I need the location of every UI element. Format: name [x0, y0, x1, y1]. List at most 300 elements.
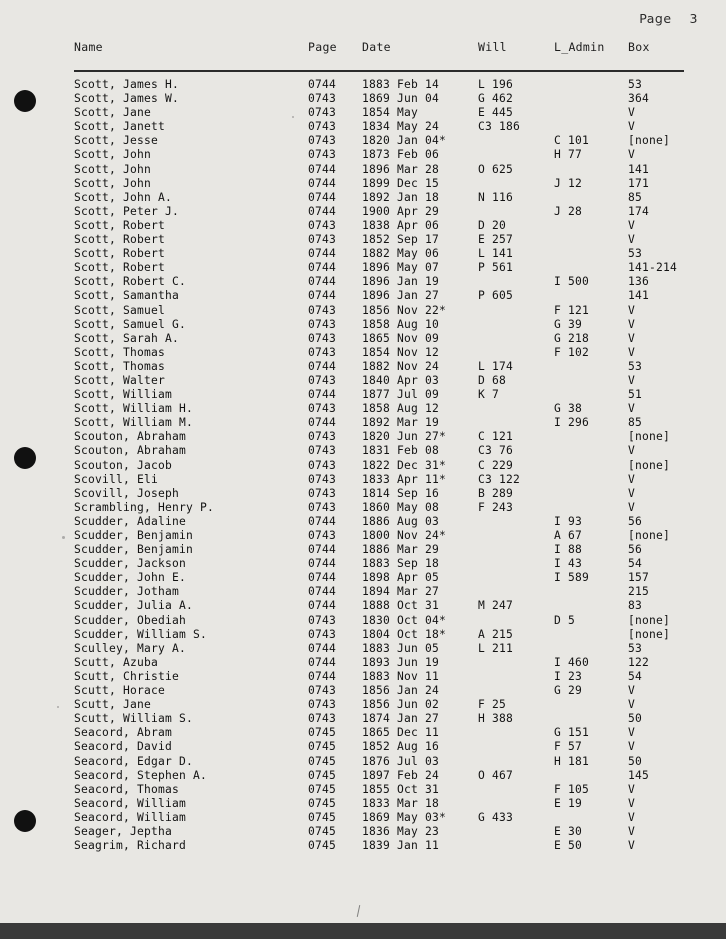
cell-page: 0745 — [308, 839, 337, 853]
cell-box: 171 — [628, 176, 650, 190]
cell-name: Scott, Robert — [74, 261, 166, 275]
table-row — [74, 684, 684, 698]
cell-name: Scott, Robert C. — [74, 275, 187, 289]
cell-box: V — [628, 106, 636, 120]
cell-will: L 141 — [478, 247, 514, 261]
cell-l-admin: I 296 — [554, 416, 590, 430]
table-row — [74, 614, 684, 628]
cell-name: Scott, Thomas — [74, 359, 166, 373]
cell-l-admin: J 12 — [554, 176, 583, 190]
cell-date: 1834 May 24 — [362, 120, 440, 134]
cell-date: 1822 Dec 31* — [362, 458, 447, 472]
cell-box: V — [628, 824, 636, 838]
cell-l-admin: I 43 — [554, 557, 583, 571]
cell-will: K 7 — [478, 388, 500, 402]
cell-page: 0743 — [308, 148, 337, 162]
cell-page: 0743 — [308, 698, 337, 712]
cell-page: 0744 — [308, 204, 337, 218]
cell-box: V — [628, 120, 636, 134]
cell-name: Scott, Samuel G. — [74, 317, 187, 331]
cell-name: Scovill, Eli — [74, 472, 159, 486]
cell-date: 1892 Mar 19 — [362, 416, 440, 430]
table-row — [74, 501, 684, 515]
table-row — [74, 783, 684, 797]
cell-name: Scutt, Jane — [74, 698, 152, 712]
cell-date: 1856 Jan 24 — [362, 684, 440, 698]
cell-date: 1896 Jan 19 — [362, 275, 440, 289]
cell-box: 122 — [628, 655, 650, 669]
cell-box: V — [628, 218, 636, 232]
cell-name: Scott, William — [74, 388, 173, 402]
cell-name: Scott, John — [74, 176, 152, 190]
cell-box: V — [628, 148, 636, 162]
cell-name: Scutt, William S. — [74, 712, 194, 726]
cell-page: 0744 — [308, 176, 337, 190]
table-row — [74, 755, 684, 769]
cell-l-admin: E 19 — [554, 796, 583, 810]
cell-will: B 289 — [478, 486, 514, 500]
cell-page: 0745 — [308, 824, 337, 838]
cell-page: 0743 — [308, 331, 337, 345]
cell-l-admin: H 181 — [554, 754, 590, 768]
cell-date: 1854 May — [362, 106, 419, 120]
cell-box: 364 — [628, 92, 650, 106]
cell-date: 1882 Nov 24 — [362, 359, 440, 373]
table-row — [74, 825, 684, 839]
cell-name: Scott, Robert — [74, 247, 166, 261]
cell-date: 1839 Jan 11 — [362, 839, 440, 853]
cell-box: V — [628, 444, 636, 458]
cell-name: Scott, William H. — [74, 402, 194, 416]
table-row — [74, 163, 684, 177]
cell-name: Scott, Samantha — [74, 289, 180, 303]
table-row — [74, 543, 684, 557]
cell-date: 1900 Apr 29 — [362, 204, 440, 218]
cell-box: 50 — [628, 712, 643, 726]
cell-will: L 196 — [478, 78, 514, 91]
table-row — [74, 346, 684, 360]
cell-date: 1814 Sep 16 — [362, 486, 440, 500]
cell-page: 0744 — [308, 416, 337, 430]
page-bottom-edge — [0, 923, 726, 939]
cell-will: O 467 — [478, 768, 514, 782]
cell-date: 1892 Jan 18 — [362, 190, 440, 204]
cell-page: 0743 — [308, 500, 337, 514]
table-row — [74, 487, 684, 501]
cell-date: 1876 Jul 03 — [362, 754, 440, 768]
table-row — [74, 261, 684, 275]
cell-box: V — [628, 486, 636, 500]
cell-date: 1883 Jun 05 — [362, 641, 440, 655]
cell-page: 0744 — [308, 359, 337, 373]
table-row — [74, 670, 684, 684]
cell-date: 1854 Nov 12 — [362, 345, 440, 359]
table-row — [74, 360, 684, 374]
cell-will: D 68 — [478, 373, 507, 387]
cell-page: 0744 — [308, 585, 337, 599]
page-number: 3 — [689, 11, 698, 26]
page-label: Page — [639, 11, 672, 26]
cell-date: 1838 Apr 06 — [362, 218, 440, 232]
cell-l-admin: D 5 — [554, 613, 576, 627]
cell-box: [none] — [628, 458, 671, 472]
cell-page: 0743 — [308, 627, 337, 641]
cell-name: Seacord, William — [74, 810, 187, 824]
header-rule — [74, 70, 684, 72]
cell-date: 1898 Apr 05 — [362, 571, 440, 585]
cell-box: 53 — [628, 247, 643, 261]
cell-date: 1833 Mar 18 — [362, 796, 440, 810]
cell-page: 0745 — [308, 726, 337, 740]
cell-date: 1886 Mar 29 — [362, 543, 440, 557]
cell-will: H 388 — [478, 712, 514, 726]
cell-name: Scott, Robert — [74, 218, 166, 232]
cell-will: C 121 — [478, 430, 514, 444]
table-row — [74, 698, 684, 712]
cell-will: G 433 — [478, 810, 514, 824]
cell-page: 0743 — [308, 486, 337, 500]
cell-date: 1888 Oct 31 — [362, 599, 440, 613]
cell-l-admin: I 589 — [554, 571, 590, 585]
cell-name: Scudder, William S. — [74, 627, 208, 641]
cell-box: 174 — [628, 204, 650, 218]
scan-speck — [57, 706, 59, 708]
cell-date: 1865 Nov 09 — [362, 331, 440, 345]
cell-page: 0744 — [308, 543, 337, 557]
cell-box: 136 — [628, 275, 650, 289]
column-header-page: Page — [308, 40, 337, 54]
cell-page: 0745 — [308, 782, 337, 796]
cell-box: V — [628, 331, 636, 345]
cell-page: 0743 — [308, 106, 337, 120]
table-row — [74, 726, 684, 740]
cell-name: Scott, John — [74, 148, 152, 162]
cell-box: 54 — [628, 669, 643, 683]
cell-name: Seagrim, Richard — [74, 839, 187, 853]
records-table — [74, 40, 684, 853]
table-row — [74, 318, 684, 332]
cell-name: Scott, Janett — [74, 120, 166, 134]
cell-name: Scott, William M. — [74, 416, 194, 430]
cell-name: Scovill, Joseph — [74, 486, 180, 500]
cell-name: Seacord, Edgar D. — [74, 754, 194, 768]
cell-box: 51 — [628, 388, 643, 402]
column-header-box: Box — [628, 40, 650, 54]
cell-page: 0745 — [308, 796, 337, 810]
cell-name: Scott, Samuel — [74, 303, 166, 317]
cell-will: C3 122 — [478, 472, 521, 486]
cell-name: Scott, Jane — [74, 106, 152, 120]
table-row — [74, 585, 684, 599]
table-row — [74, 430, 684, 444]
cell-l-admin: I 500 — [554, 275, 590, 289]
cell-date: 1886 Aug 03 — [362, 514, 440, 528]
cell-name: Scudder, John E. — [74, 571, 187, 585]
cell-will: E 445 — [478, 106, 514, 120]
table-row — [74, 78, 684, 92]
cell-date: 1877 Jul 09 — [362, 388, 440, 402]
cell-l-admin: I 88 — [554, 543, 583, 557]
cell-name: Seacord, David — [74, 740, 173, 754]
cell-box: 157 — [628, 571, 650, 585]
cell-name: Scott, Walter — [74, 373, 166, 387]
cell-page: 0743 — [308, 345, 337, 359]
cell-box: 83 — [628, 599, 643, 613]
table-row — [74, 205, 684, 219]
cell-page: 0743 — [308, 233, 337, 247]
scan-speck — [62, 536, 65, 539]
table-row — [74, 289, 684, 303]
table-body — [74, 78, 684, 853]
cell-name: Scouton, Abraham — [74, 430, 187, 444]
cell-page: 0743 — [308, 92, 337, 106]
cell-date: 1840 Apr 03 — [362, 373, 440, 387]
cell-will: D 20 — [478, 218, 507, 232]
cell-name: Scudder, Jotham — [74, 585, 180, 599]
cell-box: V — [628, 373, 636, 387]
table-row — [74, 473, 684, 487]
cell-box: 56 — [628, 514, 643, 528]
cell-l-admin: G 151 — [554, 726, 590, 740]
cell-page: 0745 — [308, 740, 337, 754]
cell-date: 1858 Aug 10 — [362, 317, 440, 331]
cell-l-admin: G 29 — [554, 684, 583, 698]
cell-page: 0744 — [308, 599, 337, 613]
cell-l-admin: G 39 — [554, 317, 583, 331]
cell-date: 1833 Apr 11* — [362, 472, 447, 486]
column-header-name: Name — [74, 40, 103, 54]
table-header-row — [74, 40, 684, 64]
cell-name: Seager, Jeptha — [74, 824, 173, 838]
cell-page: 0745 — [308, 810, 337, 824]
cell-page: 0744 — [308, 388, 337, 402]
cell-date: 1820 Jun 27* — [362, 430, 447, 444]
cell-name: Scrambling, Henry P. — [74, 500, 215, 514]
cell-box: V — [628, 500, 636, 514]
cell-name: Scott, Jesse — [74, 134, 159, 148]
cell-box: 53 — [628, 78, 643, 91]
cell-page: 0743 — [308, 613, 337, 627]
cell-page: 0744 — [308, 557, 337, 571]
table-row — [74, 459, 684, 473]
cell-page: 0745 — [308, 768, 337, 782]
cell-will: N 116 — [478, 190, 514, 204]
table-row — [74, 571, 684, 585]
cell-date: 1894 Mar 27 — [362, 585, 440, 599]
binder-hole — [14, 810, 36, 832]
cell-will: F 25 — [478, 698, 507, 712]
binder-hole — [14, 90, 36, 112]
cell-box: V — [628, 839, 636, 853]
cell-l-admin: H 77 — [554, 148, 583, 162]
cell-box: V — [628, 303, 636, 317]
cell-l-admin: I 23 — [554, 669, 583, 683]
cell-l-admin: G 38 — [554, 402, 583, 416]
cell-date: 1865 Dec 11 — [362, 726, 440, 740]
cell-date: 1899 Dec 15 — [362, 176, 440, 190]
cell-l-admin: C 101 — [554, 134, 590, 148]
cell-box: 145 — [628, 768, 650, 782]
cell-page: 0743 — [308, 218, 337, 232]
cell-page: 0743 — [308, 402, 337, 416]
table-row — [74, 120, 684, 134]
cell-date: 1852 Sep 17 — [362, 233, 440, 247]
cell-date: 1897 Feb 24 — [362, 768, 440, 782]
cell-l-admin: F 57 — [554, 740, 583, 754]
cell-box: V — [628, 726, 636, 740]
cell-name: Scudder, Benjamin — [74, 529, 194, 542]
cell-page: 0744 — [308, 261, 337, 275]
cell-box: V — [628, 345, 636, 359]
cell-l-admin: E 30 — [554, 824, 583, 838]
cell-box: [none] — [628, 430, 671, 444]
scan-speck — [292, 116, 294, 118]
cell-page: 0743 — [308, 303, 337, 317]
cell-box: 141-214 — [628, 261, 678, 275]
cell-box: [none] — [628, 529, 671, 542]
table-row — [74, 247, 684, 261]
cell-page: 0743 — [308, 120, 337, 134]
cell-l-admin: F 121 — [554, 303, 590, 317]
cell-date: 1873 Feb 06 — [362, 148, 440, 162]
cell-box: 50 — [628, 754, 643, 768]
cell-date: 1820 Jan 04* — [362, 134, 447, 148]
cell-l-admin: F 105 — [554, 782, 590, 796]
cell-page: 0744 — [308, 247, 337, 261]
cell-page: 0744 — [308, 669, 337, 683]
cell-will: M 247 — [478, 599, 514, 613]
cell-will: A 215 — [478, 627, 514, 641]
cell-page: 0744 — [308, 571, 337, 585]
table-row — [74, 444, 684, 458]
cell-name: Scott, John A. — [74, 190, 173, 204]
cell-date: 1855 Oct 31 — [362, 782, 440, 796]
cell-will: C3 186 — [478, 120, 521, 134]
cell-name: Scudder, Obediah — [74, 613, 187, 627]
cell-name: Sculley, Mary A. — [74, 641, 187, 655]
column-header-date: Date — [362, 40, 391, 54]
cell-will: P 605 — [478, 289, 514, 303]
table-row — [74, 177, 684, 191]
cell-box: 141 — [628, 162, 650, 176]
cell-name: Scutt, Horace — [74, 684, 166, 698]
table-row — [74, 656, 684, 670]
cell-will: L 211 — [478, 641, 514, 655]
cell-date: 1856 Nov 22* — [362, 303, 447, 317]
table-row — [74, 275, 684, 289]
cell-box: 215 — [628, 585, 650, 599]
table-row — [74, 839, 684, 853]
cell-box: 54 — [628, 557, 643, 571]
table-row — [74, 92, 684, 106]
cell-box: 141 — [628, 289, 650, 303]
cell-l-admin: I 93 — [554, 514, 583, 528]
cell-date: 1883 Nov 11 — [362, 669, 440, 683]
cell-will: P 561 — [478, 261, 514, 275]
table-row — [74, 191, 684, 205]
cell-name: Seacord, William — [74, 796, 187, 810]
cell-page: 0743 — [308, 472, 337, 486]
cell-will: O 625 — [478, 162, 514, 176]
cell-will: C 229 — [478, 458, 514, 472]
cell-will: F 243 — [478, 500, 514, 514]
cell-box: V — [628, 796, 636, 810]
cell-name: Scouton, Jacob — [74, 458, 173, 472]
cell-page: 0744 — [308, 275, 337, 289]
table-row — [74, 642, 684, 656]
cell-name: Scott, James W. — [74, 92, 180, 106]
table-row — [74, 797, 684, 811]
table-row — [74, 374, 684, 388]
cell-name: Scouton, Abraham — [74, 444, 187, 458]
cell-page: 0744 — [308, 162, 337, 176]
cell-date: 1830 Oct 04* — [362, 613, 447, 627]
column-header-will: Will — [478, 40, 507, 54]
cell-page: 0743 — [308, 458, 337, 472]
cell-l-admin: I 460 — [554, 655, 590, 669]
cell-page: 0743 — [308, 444, 337, 458]
cell-box: V — [628, 740, 636, 754]
cell-box: [none] — [628, 627, 671, 641]
cell-name: Scott, James H. — [74, 78, 180, 91]
cell-l-admin: F 102 — [554, 345, 590, 359]
cell-date: 1856 Jun 02 — [362, 698, 440, 712]
table-row — [74, 740, 684, 754]
cell-l-admin: A 67 — [554, 529, 583, 542]
table-row — [74, 515, 684, 529]
cell-name: Seacord, Thomas — [74, 782, 180, 796]
cell-box: V — [628, 233, 636, 247]
cell-date: 1804 Oct 18* — [362, 627, 447, 641]
table-row — [74, 219, 684, 233]
cell-page: 0743 — [308, 712, 337, 726]
cell-date: 1874 Jan 27 — [362, 712, 440, 726]
cell-name: Scutt, Christie — [74, 669, 180, 683]
cell-box: [none] — [628, 613, 671, 627]
table-row — [74, 811, 684, 825]
cell-l-admin: E 50 — [554, 839, 583, 853]
cell-name: Scudder, Jackson — [74, 557, 187, 571]
cell-box: 53 — [628, 641, 643, 655]
cell-name: Scudder, Benjamin — [74, 543, 194, 557]
column-header-l-admin: L_Admin — [554, 40, 605, 54]
cell-date: 1858 Aug 12 — [362, 402, 440, 416]
cell-name: Seacord, Stephen A. — [74, 768, 208, 782]
cell-page: 0743 — [308, 317, 337, 331]
stray-pen-mark — [357, 905, 360, 917]
cell-name: Scott, Sarah A. — [74, 331, 180, 345]
table-row — [74, 106, 684, 120]
cell-page: 0745 — [308, 754, 337, 768]
page-header — [639, 11, 698, 26]
cell-box: 53 — [628, 359, 643, 373]
cell-box: V — [628, 698, 636, 712]
cell-page: 0744 — [308, 641, 337, 655]
cell-name: Scudder, Adaline — [74, 514, 187, 528]
cell-will: C3 76 — [478, 444, 514, 458]
cell-box: V — [628, 402, 636, 416]
cell-date: 1869 Jun 04 — [362, 92, 440, 106]
cell-name: Scott, Thomas — [74, 345, 166, 359]
table-row — [74, 402, 684, 416]
cell-date: 1883 Sep 18 — [362, 557, 440, 571]
table-row — [74, 712, 684, 726]
cell-box: V — [628, 472, 636, 486]
cell-box: V — [628, 684, 636, 698]
cell-name: Scutt, Azuba — [74, 655, 159, 669]
cell-will: E 257 — [478, 233, 514, 247]
cell-date: 1831 Feb 08 — [362, 444, 440, 458]
